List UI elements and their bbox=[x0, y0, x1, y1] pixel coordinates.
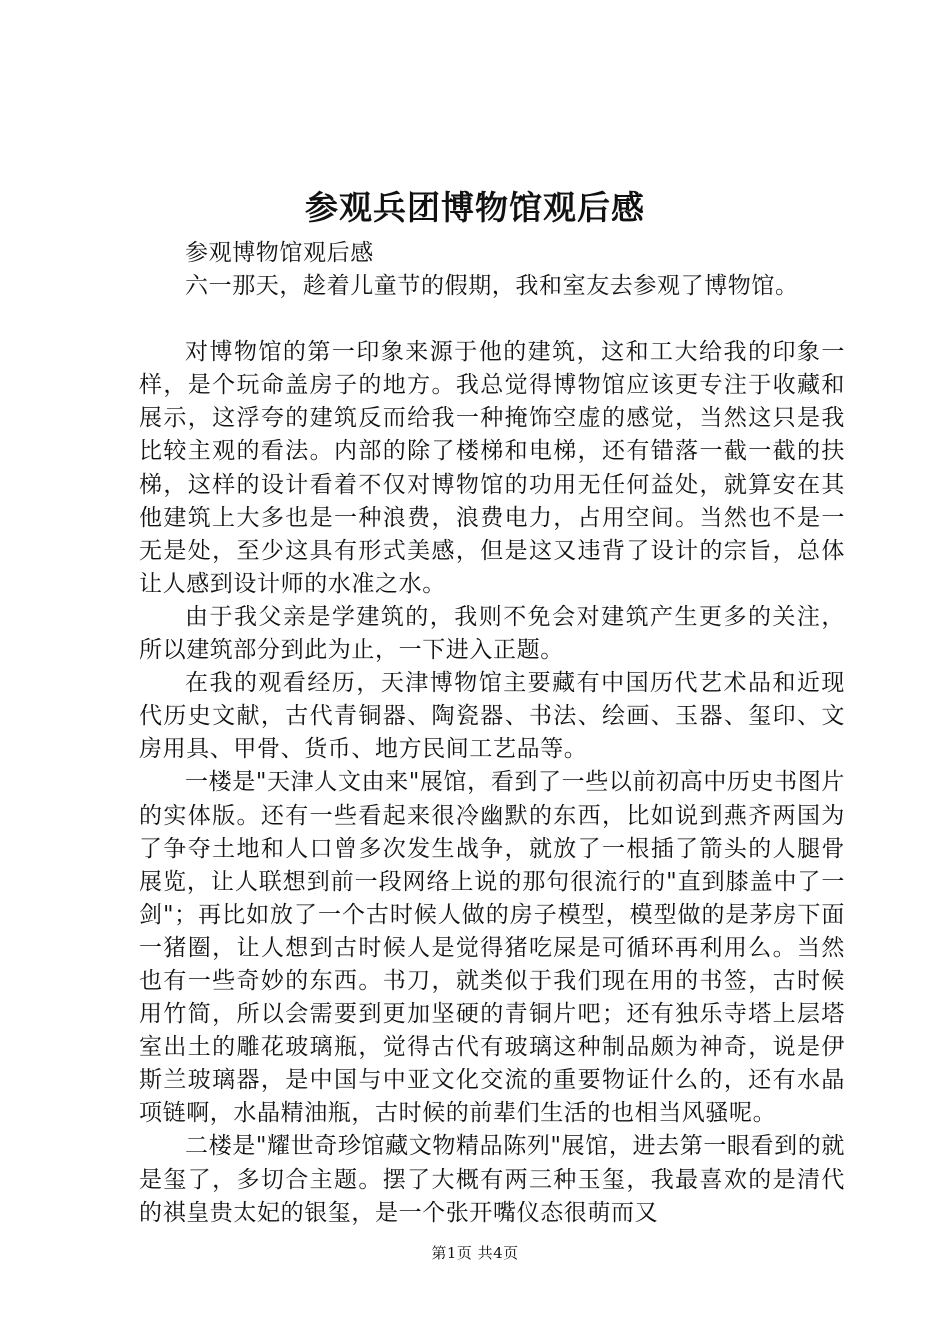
blank-line bbox=[139, 303, 845, 336]
intro-paragraph: 六一那天，趁着儿童节的假期，我和室友去参观了博物馆。 bbox=[185, 273, 799, 300]
document-subtitle: 参观博物馆观后感 bbox=[185, 240, 374, 266]
paragraph-collection: 在我的观看经历，天津博物馆主要藏有中国历代艺术品和近现代历史文献，古代青铜器、陶瓷器、书法、绘画、玉器、玺印、文房用具、甲骨、货币、地方民间工艺品等。 bbox=[139, 670, 845, 763]
document-title: 参观兵团博物馆观后感 bbox=[305, 188, 645, 227]
paragraph-father: 由于我父亲是学建筑的，我则不免会对建筑产生更多的关注，所以建筑部分到此为止，一下进入正题。 bbox=[139, 603, 845, 664]
paragraph-architecture: 对博物馆的第一印象来源于他的建筑，这和工大给我的印象一样，是个玩命盖房子的地方。我总觉得博物馆应该更专注于收藏和展示，这浮夸的建筑反而给我一种掩饰空虚的感觉，当然这只是我比较主观的看法。内部的除了楼梯和电梯，还有错落一截一截的扶梯，这样的设计看着不仅对博物馆的功用无任何益处，就算安在其他建筑上大多也是一种浪费，浪费电力，占用空间。当然也不是一无是处，至少这具有形式美感，但是这又违背了设计的宗旨，总体让人感到设计师的水准之水。 bbox=[139, 339, 845, 597]
page-footer: 第1页 共4页 bbox=[431, 1244, 519, 1262]
paragraph-second-floor: 二楼是"耀世奇珍馆藏文物精品陈列"展馆，进去第一眼看到的就是玺了，多切合主题。摆了大概有两三种玉玺，我最喜欢的是清代的祺皇贵太妃的银玺，是一个张开嘴仪态很萌而又 bbox=[139, 1133, 845, 1226]
document-body bbox=[139, 237, 845, 1230]
paragraph-first-floor: 一楼是"天津人文由来"展馆，看到了一些以前初高中历史书图片的实体版。还有一些看起来很冷幽默的东西，比如说到燕齐两国为了争夺土地和人口曾多次发生战争，就放了一根插了箭头的人腿骨展览，让人联想到前一段网络上说的那句很流行的"直到膝盖中了一剑"；再比如放了一个古时候人做的房子模型，模型做的是茅房下面一猪圈，让人想到古时候人是觉得猪吃屎是可循环再利用么。当然也有一些奇妙的东西。书刀，就类似于我们现在用的书签，古时候用竹简，所以会需要到更加坚硬的青铜片吧；还有独乐寺塔上层塔室出土的雕花玻璃瓶，觉得古代有玻璃这种制品颇为神奇，说是伊斯兰玻璃器，是中国与中亚文化交流的重要物证什么的，还有水晶项链啊，水晶精油瓶，古时候的前辈们生活的也相当风骚呢。 bbox=[139, 769, 845, 1127]
